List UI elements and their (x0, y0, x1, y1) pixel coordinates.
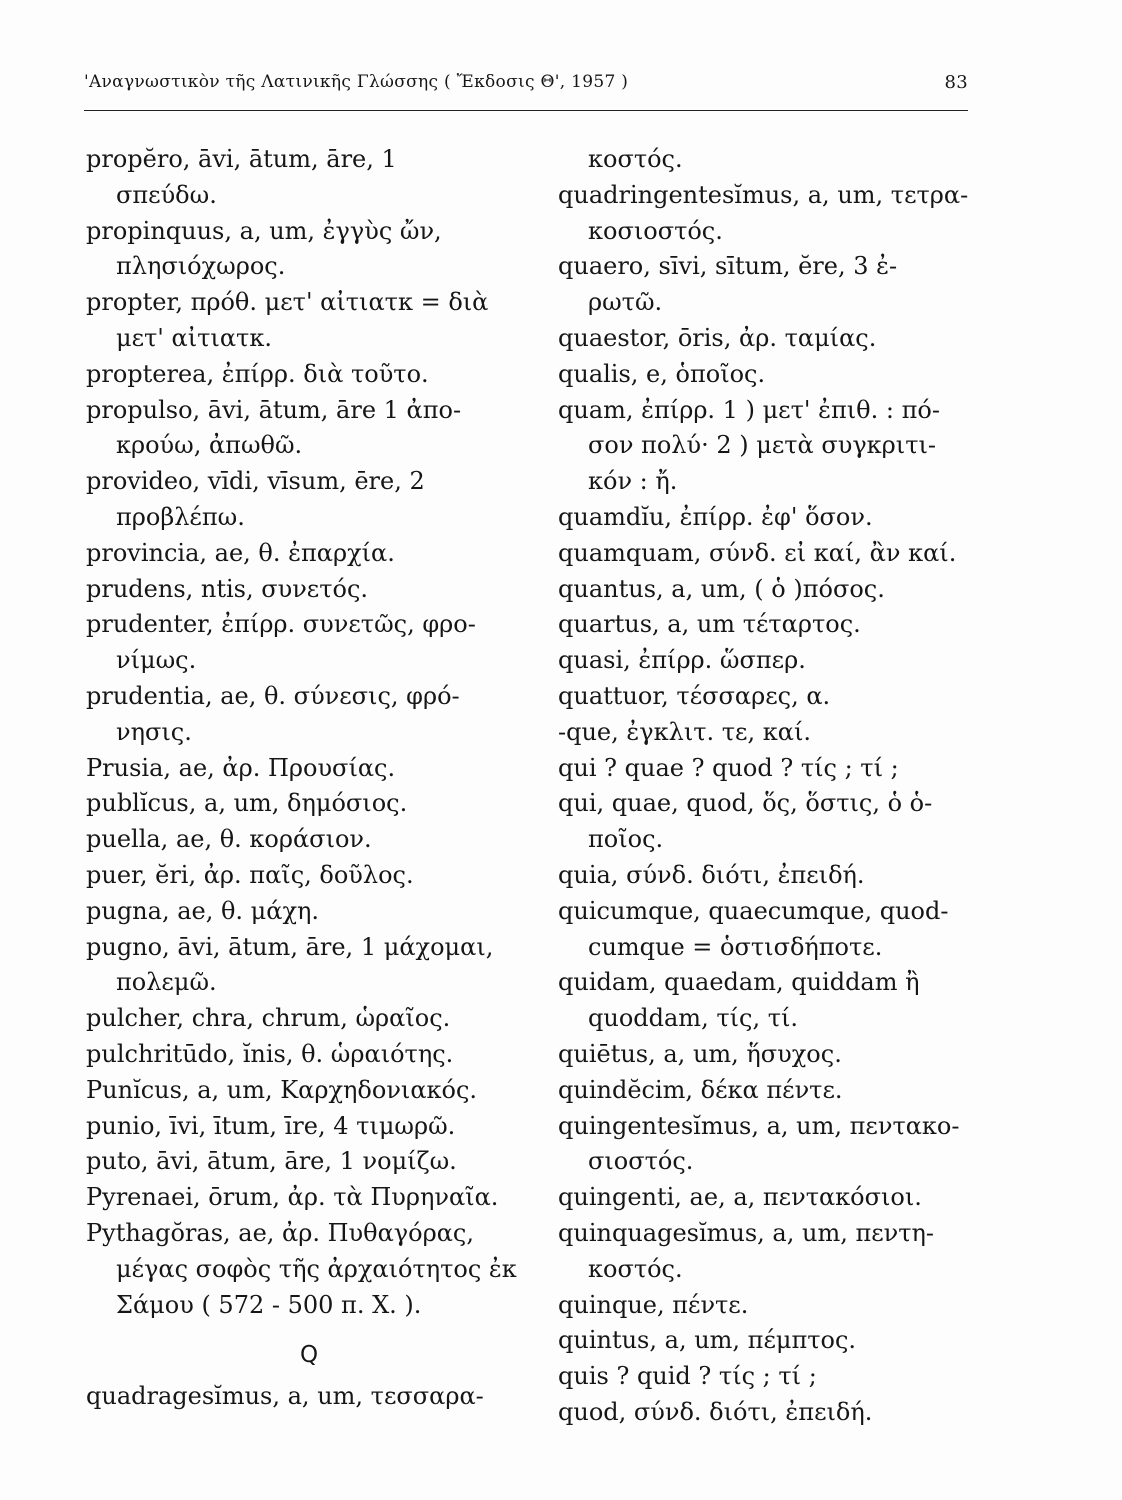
entry-line: quaero, sīvi, sītum, ĕre, 3 ἐ- (558, 252, 898, 281)
entry-line: σπεύδω. (116, 180, 217, 209)
entry-line: Σάμου ( 572 - 500 π. Χ. ). (116, 1290, 422, 1319)
entry-line: puer, ĕri, ἀρ. παῖς, δοῦλος. (86, 860, 414, 889)
entry-line: quartus, a, um τέταρτος. (558, 610, 861, 639)
entry-line: νίμως. (116, 646, 197, 675)
entry-line: Prusia, ae, ἀρ. Προυσίας. (86, 753, 396, 782)
entry-line: publĭcus, a, um, δημόσιος. (86, 789, 408, 818)
entry-line: μετ' αἰτιατκ. (116, 323, 272, 352)
entry-line: Punĭcus, a, um, Καρχηδονιακός. (86, 1075, 478, 1104)
entry-line: pugno, āvi, ātum, āre, 1 μάχομαι, (86, 932, 494, 961)
running-header (84, 72, 968, 102)
entry-line: quindĕcim, δέκα πέντε. (558, 1075, 843, 1104)
entry-line: propinquus, a, um, ἐγγὺς ὤν, (86, 216, 442, 245)
entry-line: σον πολύ· 2 ) μετὰ συγκριτι- (588, 431, 936, 460)
entry-line: puto, āvi, ātum, āre, 1 νομίζω. (86, 1147, 457, 1176)
entry-line: μέγας σοφὸς τῆς ἀρχαιότητος ἐκ (116, 1254, 517, 1283)
entry-line: quamquam, σύνδ. εἰ καί, ἂν καί. (558, 538, 957, 567)
entry-line: quam, ἐπίρρ. 1 ) μετ' ἐπιθ. : πό- (558, 395, 940, 424)
entry-line: σιοστός. (588, 1147, 694, 1176)
entry-line: quattuor, τέσσαρες, α. (558, 681, 831, 710)
entry-line: quadringentesĭmus, a, um, τετρα- (558, 180, 969, 209)
entry-line: κοσιοστός. (588, 216, 723, 245)
entry-line: ρωτῶ. (588, 288, 663, 317)
entry-line: quidam, quaedam, quiddam ἢ (558, 968, 920, 997)
entry-line: κόν : ἤ. (588, 467, 678, 496)
entry-line: quinque, πέντε. (558, 1290, 749, 1319)
entry-line: πολεμῶ. (116, 968, 217, 997)
entry-line: quicumque, quaecumque, quod- (558, 896, 949, 925)
entry-line: provideo, vīdi, vīsum, ēre, 2 (86, 467, 425, 496)
section-letter-q: Q (299, 1342, 319, 1369)
right-column (558, 142, 988, 1431)
entry-line: pugna, ae, θ. μάχη. (86, 896, 320, 925)
header-title: 'Αναγνωστικὸν τῆς Λατινικῆς Γλώσσης ( Ἔκδοσις Θ', 1957 ) (84, 72, 629, 92)
entry-line: quoddam, τίς, τί. (588, 1004, 799, 1033)
entry-line: νησις. (116, 717, 192, 746)
entry-line: qualis, e, ὁποῖος. (558, 359, 766, 388)
entry-line: propulso, āvi, ātum, āre 1 ἀπο- (86, 395, 462, 424)
entry-line: ποῖος. (588, 825, 664, 854)
entry-line: propterea, ἐπίρρ. διὰ τοῦτο. (86, 359, 429, 388)
entry-line: cumque = ὁστισδήποτε. (588, 932, 883, 961)
entry-line: quod, σύνδ. διότι, ἐπειδή. (558, 1397, 873, 1426)
entry-line: quis ? quid ? τίς ; τί ; (558, 1362, 817, 1391)
entry-line: quingentesĭmus, a, um, πεντακο- (558, 1111, 960, 1140)
entry-line: Pyrenaei, ōrum, ἀρ. τὰ Πυρηναῖα. (86, 1183, 499, 1212)
entry-line: quia, σύνδ. διότι, ἐπειδή. (558, 860, 865, 889)
entry-line: προβλέπω. (116, 502, 245, 531)
entry-line: prudenter, ἐπίρρ. συνετῶς, φρο- (86, 610, 476, 639)
left-column (86, 142, 532, 1415)
entry-line: pulcher, chra, chrum, ὡραῖος. (86, 1004, 451, 1033)
entry-line: prudentia, ae, θ. σύνεσις, φρό- (86, 681, 460, 710)
entry-line: qui ? quae ? quod ? τίς ; τί ; (558, 753, 899, 782)
entry-line: provincia, ae, θ. ἐπαρχία. (86, 538, 395, 567)
entry-line: quingenti, ae, a, πεντακόσιοι. (558, 1183, 922, 1212)
page-number: 83 (944, 72, 968, 93)
entry-line: prudens, ntis, συνετός. (86, 574, 369, 603)
header-rule (84, 110, 968, 111)
entry-line: Pythagŏras, ae, ἀρ. Πυθαγόρας, (86, 1218, 474, 1247)
entry-line: quaestor, ōris, ἀρ. ταμίας. (558, 323, 877, 352)
entry-line: quinquagesĭmus, a, um, πεντη- (558, 1218, 935, 1247)
entry-line: quasi, ἐπίρρ. ὥσπερ. (558, 646, 806, 675)
entry-line: puella, ae, θ. κοράσιον. (86, 825, 372, 854)
entry-line: quintus, a, um, πέμπτος. (558, 1326, 857, 1355)
entry-line: quiētus, a, um, ἥσυχος. (558, 1039, 842, 1068)
entry-line: punio, īvi, ītum, īre, 4 τιμωρῶ. (86, 1111, 456, 1140)
entry-line: quamdĭu, ἐπίρρ. ἐφ' ὅσον. (558, 502, 873, 531)
entry-line: -que, ἐγκλιτ. τε, καί. (558, 717, 811, 746)
entry-line: pulchritūdo, ĭnis, θ. ὡραιότης. (86, 1039, 454, 1068)
entry-line: κοστός. (588, 145, 683, 173)
entry-line: propter, πρόθ. μετ' αἰτιατκ = διὰ (86, 288, 489, 317)
entry-line: κοστός. (588, 1254, 683, 1283)
entry-line: propĕro, āvi, ātum, āre, 1 (86, 145, 397, 173)
entry-line: qui, quae, quod, ὅς, ὅστις, ὁ ὁ- (558, 789, 933, 818)
entry-line: quadragesĭmus, a, um, τεσσαρα- (86, 1382, 484, 1411)
entry-line: κρούω, ἀπωθῶ. (116, 431, 303, 460)
entry-line: quantus, a, um, ( ὁ )πόσος. (558, 574, 885, 603)
entry-line: πλησιόχωρος. (116, 252, 286, 281)
